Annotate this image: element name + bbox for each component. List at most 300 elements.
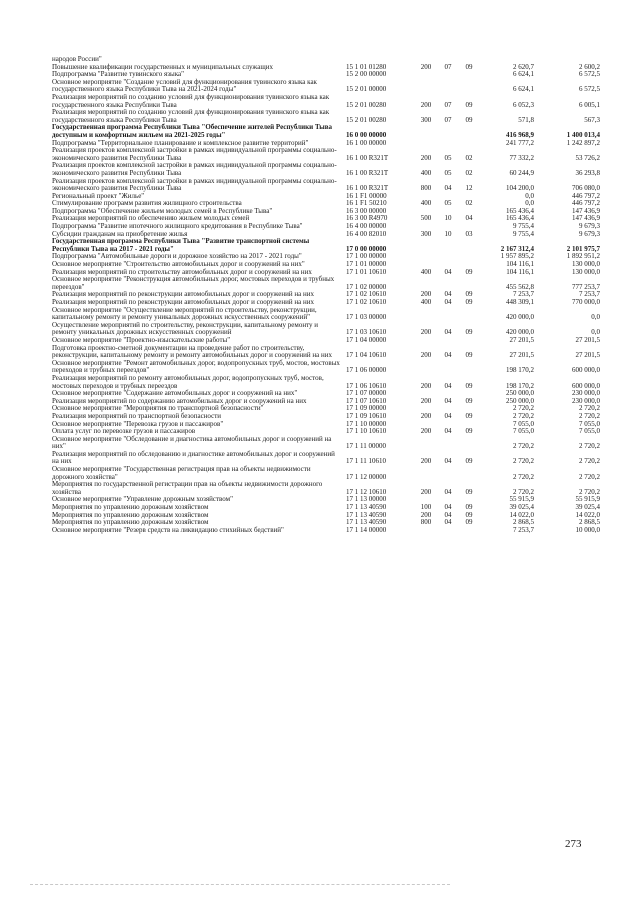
- row-subsection: 09: [465, 518, 473, 527]
- row-expense-type: 400: [420, 168, 432, 177]
- row-sum-year2: 770 000,0: [572, 298, 600, 306]
- row-sum-year2: 36 293,8: [575, 168, 600, 177]
- table-row: [52, 481, 600, 496]
- table-row: [52, 527, 600, 535]
- row-name: Реализация мероприятий по созданию условий для функционирования тувинского языка как государственного языка Республики Тыва: [52, 108, 330, 124]
- row-section: 04: [444, 411, 452, 420]
- row-sum-year2: 567,3: [584, 115, 600, 124]
- row-subsection: 02: [465, 168, 473, 177]
- row-expense-type: [414, 276, 438, 291]
- row-section: 04: [444, 184, 452, 193]
- row-code: 17 1 00 00000: [346, 252, 387, 261]
- row-expense-type: 200: [420, 427, 432, 436]
- row-code: 17 1 07 10610: [346, 396, 387, 405]
- row-subsection: 12: [465, 184, 473, 193]
- row-sum-year2: 600 000,0: [572, 366, 600, 375]
- row-code: 15 2 01 00000: [346, 85, 387, 94]
- row-code: 17 1 02 00000: [346, 282, 387, 291]
- row-name: Подпрограмма "Территориальное планирование и комплексное развитие территорий": [52, 138, 309, 147]
- row-name: Реализация проектов комплексной застройки в рамках индивидуальной программы социально-экономического развития Республики Тыва: [52, 161, 337, 177]
- table-row: [52, 124, 600, 139]
- row-name: Реализация мероприятий по транспортной безопасности: [52, 411, 222, 420]
- row-expense-type: 400: [420, 267, 432, 276]
- row-name: Государственная программа Республики Тыва "Обеспечение жителей Республики Тыва доступным и комфортным жильем на 2021-2025 годы": [52, 123, 333, 139]
- row-name: Основное мероприятие "Ремонт автомобильных дорог, водопропускных труб, мостов, мостовых переходов и трубных переездов": [52, 358, 340, 375]
- row-code: 15 2 01 00280: [346, 115, 387, 124]
- row-sum-year1: 2 720,2: [513, 404, 534, 413]
- table-row: [52, 322, 600, 337]
- row-subsection: 09: [465, 62, 473, 71]
- budget-document: [52, 56, 600, 534]
- row-name: Основное мероприятие "Управление дорожным хозяйством": [52, 495, 233, 504]
- row-code: 17 1 12 10610: [346, 487, 387, 496]
- row-expense-type: 300: [420, 229, 432, 238]
- row-code: 17 1 14 00000: [346, 525, 387, 534]
- table-row: [52, 79, 600, 94]
- row-sum-year1: 27 201,5: [509, 335, 534, 344]
- row-section: 04: [444, 267, 452, 276]
- row-code: 17 1 10 10610: [346, 427, 387, 436]
- row-code: 16 0 00 00000: [346, 130, 387, 139]
- row-expense-type: 100: [420, 503, 432, 512]
- row-sum-year1: 2 167 312,4: [500, 244, 534, 253]
- row-sum-year1: 14 022,0: [509, 510, 534, 519]
- row-code: 17 1 01 10610: [346, 267, 387, 276]
- row-name: Реализация мероприятий по реконструкции автомобильных дорог и сооружений на них: [52, 290, 314, 299]
- row-sum-year2: 230 000,0: [572, 389, 600, 398]
- row-section: 04: [444, 381, 452, 390]
- row-sum-year2: 230 000,0: [572, 396, 600, 405]
- row-section: [438, 79, 458, 94]
- row-name: Основное мероприятие "Мероприятия по транспортной безопасности": [52, 404, 264, 413]
- row-section: [438, 307, 458, 322]
- row-code: 17 1 04 00000: [346, 335, 387, 344]
- row-sum-year2: 130 000,0: [572, 267, 600, 276]
- row-sum-year1: 77 332,2: [509, 153, 534, 162]
- row-code: 17 1 02 10610: [346, 298, 387, 306]
- row-section: 04: [444, 503, 452, 512]
- row-expense-type: 200: [420, 487, 432, 496]
- row-subsection: [458, 527, 480, 535]
- row-subsection: [458, 337, 480, 345]
- row-sum-year1: 2 720,2: [513, 472, 534, 481]
- row-section: [438, 337, 458, 345]
- row-section: 04: [444, 328, 452, 337]
- row-code: 17 1 02 10610: [346, 290, 387, 299]
- row-sum-year2: 0,0: [591, 313, 600, 322]
- row-section: 05: [444, 199, 452, 208]
- row-expense-type: [414, 307, 438, 322]
- row-name: Основное мероприятие "Осуществление мероприятий по строительству, реконструкции, капитальному ремонту и ремонту уникальных дорожных искусственных сооружений": [52, 305, 317, 322]
- row-sum-year2: 1 400 013,4: [566, 130, 600, 139]
- row-sum-year2: 6 572,5: [579, 70, 600, 79]
- row-name: Мероприятия по государственной регистрации прав на объекты недвижимости дорожного хозяйства: [52, 480, 323, 496]
- row-expense-type: [414, 436, 438, 451]
- row-sum-year1: 9 755,4: [513, 229, 534, 238]
- row-section: 07: [444, 62, 452, 71]
- row-sum-year2: 2 720,2: [579, 472, 600, 481]
- row-subsection: 04: [465, 214, 473, 223]
- row-expense-type: 800: [420, 184, 432, 193]
- row-sum-year1: 2 720,2: [513, 457, 534, 466]
- table-row: [52, 162, 600, 177]
- row-name: Основное мероприятие "Перевозка грузов и пассажиров": [52, 419, 224, 428]
- row-subsection: 09: [465, 115, 473, 124]
- row-subsection: [458, 276, 480, 291]
- table-row: [52, 375, 600, 390]
- row-code: 15 1 01 01280: [346, 62, 387, 71]
- row-name: Подпрограмма "Автомобильные дороги и дорожное хозяйство на 2017 - 2021 годы": [52, 252, 302, 261]
- row-sum-year2: 706 080,0: [572, 184, 600, 193]
- row-sum-year1: 165 436,4: [506, 214, 534, 223]
- row-subsection: 09: [465, 381, 473, 390]
- row-sum-year2: 446 797,2: [572, 199, 600, 208]
- row-expense-type: [414, 527, 438, 535]
- row-expense-type: [414, 466, 438, 481]
- row-sum-year2: 2 720,2: [579, 404, 600, 413]
- row-sum-year2: 1 892 951,2: [566, 252, 600, 261]
- row-sum-year1: 39 025,4: [509, 503, 534, 512]
- row-expense-type: 200: [420, 510, 432, 519]
- row-sum-year1: 0,0: [525, 199, 534, 208]
- row-subsection: [458, 436, 480, 451]
- row-section: 07: [444, 115, 452, 124]
- row-sum-year1: 1 957 895,2: [500, 252, 534, 261]
- row-sum-year2: 2 868,5: [579, 518, 600, 527]
- row-section: [438, 360, 458, 375]
- row-section: [438, 140, 458, 148]
- row-sum-year1: 2 868,5: [513, 518, 534, 527]
- row-name: Основное мероприятие "Содержание автомобильных дорог и сооружений на них": [52, 389, 298, 398]
- row-expense-type: 200: [420, 290, 432, 299]
- row-sum-year1: 104 116,1: [506, 260, 534, 269]
- table-row: [52, 360, 600, 375]
- row-code: 17 1 06 10610: [346, 381, 387, 390]
- row-sum-year1: 241 777,2: [506, 138, 534, 147]
- row-code: 17 1 09 10610: [346, 411, 387, 420]
- row-sum-year1: 420 000,0: [506, 328, 534, 337]
- row-section: [438, 276, 458, 291]
- row-section: 04: [444, 427, 452, 436]
- row-sum-year1: 6 624,1: [513, 85, 534, 94]
- row-sum-year2: 130 000,0: [572, 260, 600, 269]
- row-section: [438, 466, 458, 481]
- row-sum-year1: 55 915,9: [509, 495, 534, 504]
- row-section: [438, 238, 458, 253]
- row-expense-type: [414, 238, 438, 253]
- row-section: 04: [444, 396, 452, 405]
- row-sum-year2: 27 201,5: [575, 335, 600, 344]
- table-row: [52, 238, 600, 253]
- budget-table-body: [52, 56, 600, 534]
- row-expense-type: 200: [420, 100, 432, 109]
- row-sum-year2: 6 572,5: [579, 85, 600, 94]
- row-sum-year1: 165 436,4: [506, 206, 534, 215]
- row-code: 17 1 01 00000: [346, 260, 387, 269]
- row-sum-year2: 1 242 897,2: [566, 138, 600, 147]
- row-subsection: [458, 466, 480, 481]
- row-expense-type: [414, 253, 438, 261]
- row-code: 16 4 00 00000: [346, 222, 387, 231]
- row-name: Основное мероприятие "Строительство автомобильных дорог и сооружений на них": [52, 260, 305, 269]
- row-sum-year2: 0,0: [591, 328, 600, 337]
- row-sum-year1: 6 624,1: [513, 70, 534, 79]
- row-sum-year1: 198 170,2: [506, 366, 534, 375]
- row-section: 05: [444, 168, 452, 177]
- row-sum-year2: 7 055,0: [579, 427, 600, 436]
- row-subsection: 09: [465, 487, 473, 496]
- row-sum-year1: 7 055,0: [513, 419, 534, 428]
- row-expense-type: 200: [420, 396, 432, 405]
- footer-divider: [30, 884, 450, 885]
- row-name: Основное мероприятие "Государственная регистрация прав на объекты недвижимости дорожного хозяйства": [52, 465, 311, 481]
- row-code: 17 1 13 00000: [346, 495, 387, 504]
- row-name: народов России": [52, 55, 102, 63]
- row-section: 10: [444, 214, 452, 223]
- row-expense-type: 400: [420, 298, 432, 306]
- row-sum-year2: 27 201,5: [575, 351, 600, 360]
- table-row: [52, 147, 600, 162]
- row-expense-type: [414, 124, 438, 139]
- row-name: Реализация мероприятий по обеспечению жильем молодых семей: [52, 214, 250, 223]
- row-sum-year2: 55 915,9: [575, 495, 600, 504]
- row-sum-year1: 104 116,1: [506, 267, 534, 276]
- row-expense-type: [414, 79, 438, 94]
- row-sum-year2: 2 720,2: [579, 457, 600, 466]
- row-sum-year2: 9 679,3: [579, 229, 600, 238]
- row-name: Основное мероприятие "Резерв средств на ликвидацию стихийных бедствий": [52, 525, 284, 534]
- row-name: Региональный проект "Жилье": [52, 191, 145, 200]
- row-sum-year1: 7 055,0: [513, 427, 534, 436]
- row-code: 17 1 12 00000: [346, 472, 387, 481]
- row-code: 16 1 00 R321T: [346, 184, 389, 193]
- table-row: [52, 451, 600, 466]
- row-code: 16 1 F1 00000: [346, 191, 387, 200]
- row-subsection: [458, 79, 480, 94]
- row-subsection: [458, 360, 480, 375]
- row-sum-year2: 2 720,2: [579, 411, 600, 420]
- row-name: Подпрограмма "Развитие тувинского языка": [52, 70, 184, 79]
- row-sum-year1: 7 253,7: [513, 525, 534, 534]
- page-number: 273: [565, 838, 582, 850]
- row-code: 17 1 09 00000: [346, 404, 387, 413]
- row-sum-year1: 2 720,2: [513, 442, 534, 451]
- row-sum-year1: 7 253,7: [513, 290, 534, 299]
- row-name: Мероприятия по управлению дорожным хозяйством: [52, 503, 209, 512]
- row-sum-year1: 60 244,9: [509, 168, 534, 177]
- row-name: Подготовка проектно-сметной документации на проведение работ по строительству, реконструкции, капитальному ремонту и ремонту автомобильных дорог и сооружений на них: [52, 343, 333, 360]
- row-name: Повышение квалификации государственных и муниципальных служащих: [52, 62, 273, 71]
- row-name: Осуществление мероприятий по строительству, реконструкции, капитальному ремонту и ремонту уникальных дорожных искусственных сооружений: [52, 320, 319, 337]
- row-section: 04: [444, 510, 452, 519]
- row-code: 17 1 03 10610: [346, 328, 387, 337]
- row-expense-type: [414, 140, 438, 148]
- row-sum-year1: 27 201,5: [509, 351, 534, 360]
- row-sum-year2: 777 253,7: [572, 282, 600, 291]
- row-subsection: 09: [465, 290, 473, 299]
- row-section: 04: [444, 487, 452, 496]
- row-code: 15 2 01 00280: [346, 100, 387, 109]
- row-sum-year2: 2 101 975,7: [566, 244, 600, 253]
- row-subsection: [458, 140, 480, 148]
- row-section: 07: [444, 100, 452, 109]
- row-code: 17 1 11 00000: [346, 442, 386, 451]
- row-expense-type: 200: [420, 381, 432, 390]
- row-subsection: 09: [465, 298, 473, 306]
- row-code: 17 1 06 00000: [346, 366, 387, 375]
- row-code: 17 1 11 10610: [346, 457, 386, 466]
- row-code: 16 1 00 R321T: [346, 153, 389, 162]
- row-section: [438, 436, 458, 451]
- row-subsection: [458, 238, 480, 253]
- table-row: [52, 345, 600, 360]
- row-subsection: 09: [465, 328, 473, 337]
- row-expense-type: 500: [420, 214, 432, 223]
- row-expense-type: 200: [420, 411, 432, 420]
- row-name: Государственная программа Республики Тыва "Развитие транспортной системы Республики Тыва на 2017 - 2021 годы": [52, 237, 310, 253]
- row-sum-year2: 6 005,1: [579, 100, 600, 109]
- row-subsection: [458, 307, 480, 322]
- row-subsection: 09: [465, 351, 473, 360]
- row-expense-type: 200: [420, 62, 432, 71]
- row-code: 17 1 13 40590: [346, 510, 387, 519]
- row-sum-year1: 0,0: [525, 191, 534, 200]
- row-sum-year2: 446 797,2: [572, 191, 600, 200]
- row-sum-year2: 147 436,9: [572, 214, 600, 223]
- row-subsection: 02: [465, 199, 473, 208]
- row-sum-year1: 250 000,0: [506, 389, 534, 398]
- row-name: Реализация мероприятий по обследованию и диагностике автомобильных дорог и сооружений на них: [52, 449, 335, 466]
- row-code: 17 0 00 00000: [346, 244, 387, 253]
- table-row: [52, 436, 600, 451]
- row-sum-year1: 2 720,2: [513, 487, 534, 496]
- row-sum-year2: 9 679,3: [579, 222, 600, 231]
- row-sum-year1: 571,8: [518, 115, 534, 124]
- row-expense-type: [414, 71, 438, 79]
- row-code: 17 1 13 40590: [346, 518, 387, 527]
- row-name: Основное мероприятие "Проектно-изыскательские работы": [52, 335, 231, 344]
- row-subsection: [458, 124, 480, 139]
- row-expense-type: 400: [420, 199, 432, 208]
- row-name: Реализация мероприятий по ремонту автомобильных дорог, водопропускных труб, мостов, мостовых переходов и трубных переездов: [52, 373, 324, 390]
- row-sum-year1: 416 968,9: [506, 130, 534, 139]
- row-name: Реализация мероприятий по созданию условий для функционирования тувинского языка как государственного языка Республики Тыва: [52, 92, 330, 109]
- row-section: 10: [444, 229, 452, 238]
- row-code: 16 4 00 82010: [346, 229, 387, 238]
- row-section: [438, 527, 458, 535]
- row-sum-year1: 9 755,4: [513, 222, 534, 231]
- row-code: 16 3 00 00000: [346, 206, 387, 215]
- row-name: Реализация мероприятий по строительству автомобильных дорог и сооружений на них: [52, 267, 312, 276]
- row-code: 16 1 F1 50210: [346, 199, 387, 208]
- row-expense-type: 200: [420, 351, 432, 360]
- row-code: 16 1 00 00000: [346, 138, 387, 147]
- row-section: [438, 124, 458, 139]
- row-section: [438, 71, 458, 79]
- row-sum-year2: 147 436,9: [572, 206, 600, 215]
- row-sum-year2: 10 000,0: [575, 525, 600, 534]
- row-sum-year1: 104 200,0: [506, 184, 534, 193]
- row-name: Мероприятия по управлению дорожным хозяйством: [52, 510, 209, 519]
- row-sum-year2: 53 726,2: [575, 153, 600, 162]
- row-section: [438, 253, 458, 261]
- row-expense-type: 200: [420, 328, 432, 337]
- row-sum-year1: 455 562,8: [506, 282, 534, 291]
- row-code: 17 1 03 00000: [346, 313, 387, 322]
- row-subsection: 09: [465, 267, 473, 276]
- row-subsection: 09: [465, 510, 473, 519]
- row-name: Стимулирование программ развития жилищного строительства: [52, 199, 242, 208]
- row-sum-year1: 6 052,3: [513, 100, 534, 109]
- table-row: [52, 178, 600, 193]
- row-subsection: 09: [465, 396, 473, 405]
- row-sum-year1: 250 000,0: [506, 396, 534, 405]
- row-name: Субсидии гражданам на приобретение жилья: [52, 229, 188, 238]
- budget-table: [52, 56, 600, 534]
- row-name: Реализация проектов комплексной застройки в рамках индивидуальной программы социально-экономического развития Республики Тыва: [52, 146, 337, 162]
- row-code: 17 1 07 00000: [346, 389, 387, 398]
- row-subsection: 09: [465, 503, 473, 512]
- row-sum-year2: 600 000,0: [572, 381, 600, 390]
- row-name: Подпрограмма "Обеспечение жильем молодых семей в Республике Тыва": [52, 206, 273, 215]
- row-subsection: 02: [465, 153, 473, 162]
- row-sum-year2: 39 025,4: [575, 503, 600, 512]
- row-name: Оплата услуг по перевозке грузов и пассажиров: [52, 427, 196, 436]
- row-name: Основное мероприятие "Обследование и диагностика автомобильных дорог и сооружений на них": [52, 434, 332, 451]
- row-code: 16 3 00 R4970: [346, 214, 388, 223]
- row-code: 17 1 10 00000: [346, 419, 387, 428]
- row-subsection: 03: [465, 229, 473, 238]
- row-subsection: 09: [465, 427, 473, 436]
- row-subsection: 09: [465, 411, 473, 420]
- row-subsection: 09: [465, 457, 473, 466]
- row-name: Подпрограмма "Развитие ипотечного жилищного кредитования в Республике Тыва": [52, 222, 303, 231]
- row-sum-year2: 7 055,0: [579, 419, 600, 428]
- row-expense-type: 200: [420, 457, 432, 466]
- row-code: 17 1 13 40590: [346, 503, 387, 512]
- row-name: Реализация мероприятий по содержанию автомобильных дорог и сооружений на них: [52, 396, 307, 405]
- row-expense-type: [414, 337, 438, 345]
- row-name: Основное мероприятие "Реконструкция автомобильных дорог, мостовых переходов и трубных переездов": [52, 275, 335, 291]
- row-sum-year1: 2 720,2: [513, 411, 534, 420]
- row-section: 04: [444, 298, 452, 306]
- row-section: 04: [444, 351, 452, 360]
- row-name: Реализация проектов комплексной застройки в рамках индивидуальной программы социально-экономического развития Республики Тыва: [52, 176, 337, 193]
- row-sum-year2: 14 022,0: [575, 510, 600, 519]
- row-section: 04: [444, 290, 452, 299]
- row-code: 15 2 00 00000: [346, 70, 387, 79]
- row-sum-year1: 198 170,2: [506, 381, 534, 390]
- row-subsection: 09: [465, 100, 473, 109]
- row-sum-year2: 2 720,2: [579, 442, 600, 451]
- table-row: [52, 94, 600, 109]
- row-sum-year1: 2 620,7: [513, 62, 534, 71]
- row-subsection: [458, 71, 480, 79]
- table-row: [52, 466, 600, 481]
- row-section: 04: [444, 518, 452, 527]
- row-code: 17 1 04 10610: [346, 351, 387, 360]
- row-name: Основное мероприятие "Создание условий для функционирования тувинского языка как государственного языка Республики Тыва на 2021-2024 годы": [52, 77, 317, 94]
- table-row: [52, 276, 600, 291]
- table-row: [52, 109, 600, 124]
- row-code: 16 1 00 R321T: [346, 168, 389, 177]
- row-sum-year2: 2 720,2: [579, 487, 600, 496]
- row-sum-year2: 7 253,7: [579, 290, 600, 299]
- row-expense-type: 300: [420, 115, 432, 124]
- row-sum-year2: 2 600,2: [579, 62, 600, 71]
- row-name: Мероприятия по управлению дорожным хозяйством: [52, 518, 209, 527]
- row-sum-year1: 420 000,0: [506, 313, 534, 322]
